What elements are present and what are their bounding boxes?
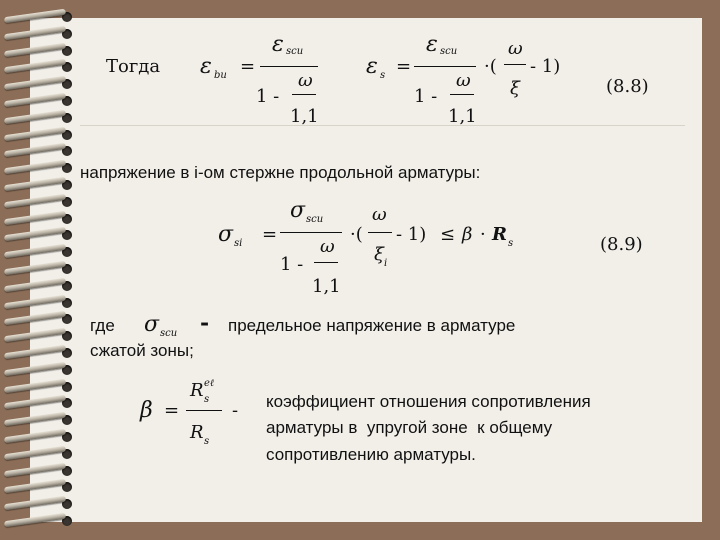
r-s-symbol: R bbox=[492, 224, 507, 245]
beta-desc-line-1: коэффициент отношения сопротивления bbox=[266, 392, 591, 411]
coil-wire bbox=[4, 110, 66, 125]
coil-wire bbox=[4, 210, 66, 225]
minus-one-1: - 1) bbox=[530, 56, 561, 77]
coil-wire bbox=[4, 244, 66, 259]
coil-wire bbox=[4, 177, 66, 192]
sigma-si-symbol: σ bbox=[218, 222, 234, 247]
where-description: предельное напряжение в арматуре bbox=[228, 316, 516, 335]
coil-wire bbox=[4, 194, 66, 209]
then-label: Тогда bbox=[106, 56, 161, 77]
coil-wire bbox=[4, 93, 66, 108]
spiral-coil bbox=[4, 447, 78, 459]
spiral-coil bbox=[4, 380, 78, 392]
epsilon-bu-symbol: ε bbox=[200, 54, 212, 79]
coil-wire bbox=[4, 513, 66, 528]
spiral-coil bbox=[4, 262, 78, 274]
coil-wire bbox=[4, 42, 66, 57]
mult-paren-1: ·( bbox=[484, 56, 497, 77]
one-minus-2: 1 - bbox=[414, 86, 438, 107]
spiral-coil bbox=[4, 178, 78, 190]
sub-s: s bbox=[380, 70, 386, 81]
epsilon-s-symbol: ε bbox=[366, 54, 378, 79]
fraction-bar-1b bbox=[292, 94, 316, 95]
epsilon-scu-num-2: ε bbox=[426, 32, 438, 57]
sub-si: si bbox=[234, 238, 243, 249]
r-s-el-num: R bbox=[190, 380, 204, 401]
spiral-coil bbox=[4, 514, 78, 526]
sub-scu-1: scu bbox=[286, 46, 304, 57]
equals-sign-2: = bbox=[396, 56, 412, 77]
omega-3: ω bbox=[508, 38, 523, 59]
spiral-coil bbox=[4, 111, 78, 123]
spiral-coil bbox=[4, 312, 78, 324]
den-value-2: 1,1 bbox=[448, 106, 477, 127]
coil-wire bbox=[4, 76, 66, 91]
fraction-bar-3 bbox=[280, 232, 342, 233]
spiral-coil bbox=[4, 296, 78, 308]
where-word: где bbox=[90, 316, 115, 335]
leq-sign: ≤ bbox=[440, 224, 456, 245]
sigma-scu-where: σ bbox=[144, 312, 160, 337]
epsilon-scu-num-1: ε bbox=[272, 32, 284, 57]
spiral-coil bbox=[4, 144, 78, 156]
beta-desc-line-2: арматуры в упругой зоне к общему bbox=[266, 418, 553, 437]
spiral-coil bbox=[4, 396, 78, 408]
spiral-coil bbox=[4, 94, 78, 106]
equation-number-88: (8.8) bbox=[606, 76, 649, 97]
coil-wire bbox=[4, 126, 66, 141]
coil-wire bbox=[4, 479, 66, 494]
coil-wire bbox=[4, 496, 66, 511]
one-minus-1: 1 - bbox=[256, 86, 280, 107]
coil-wire bbox=[4, 278, 66, 293]
coil-wire bbox=[4, 429, 66, 444]
omega-5: ω bbox=[372, 204, 387, 225]
fraction-bar-2c bbox=[504, 64, 526, 65]
sub-scu-3: scu bbox=[306, 214, 324, 225]
coil-wire bbox=[4, 9, 66, 24]
fraction-bar-3b bbox=[314, 262, 338, 263]
den-value-1: 1,1 bbox=[290, 106, 319, 127]
sigma-scu-num: σ bbox=[290, 198, 306, 223]
spiral-coil bbox=[4, 480, 78, 492]
where-dash: - bbox=[200, 310, 210, 336]
coil-wire bbox=[4, 311, 66, 326]
omega-4: ω bbox=[320, 236, 335, 257]
sub-scu-where: scu bbox=[160, 328, 178, 339]
spiral-coil bbox=[4, 128, 78, 140]
fraction-bar-4 bbox=[186, 410, 222, 411]
stress-text-line: напряжение в i-ом стержне продольной арматуры: bbox=[80, 163, 481, 182]
spiral-coil bbox=[4, 329, 78, 341]
spiral-coil bbox=[4, 195, 78, 207]
den-value-3: 1,1 bbox=[312, 276, 341, 297]
sub-s-den: s bbox=[204, 436, 210, 447]
spiral-coil bbox=[4, 228, 78, 240]
equals-sign-3: = bbox=[262, 224, 278, 245]
xi-1: ξ bbox=[510, 78, 520, 99]
beta-2: β bbox=[140, 398, 153, 423]
fraction-bar-2 bbox=[414, 66, 476, 67]
spiral-binding bbox=[0, 10, 80, 540]
spiral-coil bbox=[4, 363, 78, 375]
spiral-coil bbox=[4, 413, 78, 425]
beta-dash: - bbox=[232, 400, 239, 421]
coil-wire bbox=[4, 412, 66, 427]
spiral-coil bbox=[4, 77, 78, 89]
minus-one-2: - 1) bbox=[396, 224, 427, 245]
spiral-coil bbox=[4, 464, 78, 476]
spiral-coil bbox=[4, 27, 78, 39]
equation-number-89: (8.9) bbox=[600, 234, 643, 255]
spiral-coil bbox=[4, 10, 78, 22]
coil-wire bbox=[4, 378, 66, 393]
coil-wire bbox=[4, 345, 66, 360]
coil-wire bbox=[4, 362, 66, 377]
xi-i: ξ bbox=[374, 244, 384, 265]
spiral-coil bbox=[4, 430, 78, 442]
coil-wire bbox=[4, 446, 66, 461]
dot-1: · bbox=[480, 224, 486, 245]
coil-wire bbox=[4, 261, 66, 276]
sub-bu: bu bbox=[214, 70, 227, 81]
coil-wire bbox=[4, 143, 66, 158]
separator-line bbox=[80, 125, 685, 126]
spiral-coil bbox=[4, 60, 78, 72]
fraction-bar-3c bbox=[368, 232, 392, 233]
spiral-coil bbox=[4, 279, 78, 291]
omega-2: ω bbox=[456, 70, 471, 91]
one-minus-3: 1 - bbox=[280, 254, 304, 275]
omega-1: ω bbox=[298, 70, 313, 91]
coil-wire bbox=[4, 462, 66, 477]
fraction-bar-1 bbox=[260, 66, 318, 67]
coil-wire bbox=[4, 26, 66, 41]
coil-wire bbox=[4, 227, 66, 242]
coil-wire bbox=[4, 294, 66, 309]
sub-i: i bbox=[384, 258, 388, 269]
coil-wire bbox=[4, 328, 66, 343]
r-s-den: R bbox=[190, 422, 204, 443]
sup-el: eℓ bbox=[204, 378, 215, 389]
equals-sign-1: = bbox=[240, 56, 256, 77]
fraction-bar-2b bbox=[450, 94, 474, 95]
spiral-coil bbox=[4, 346, 78, 358]
sub-s-2: s bbox=[508, 238, 514, 249]
equals-sign-4: = bbox=[164, 400, 180, 421]
where-description-2: сжатой зоны; bbox=[90, 341, 194, 360]
coil-wire bbox=[4, 160, 66, 175]
coil-wire bbox=[4, 395, 66, 410]
mult-paren-2: ·( bbox=[350, 224, 363, 245]
spiral-coil bbox=[4, 212, 78, 224]
beta-desc-line-3: сопротивлению арматуры. bbox=[266, 445, 476, 464]
sub-scu-2: scu bbox=[440, 46, 458, 57]
spiral-coil bbox=[4, 497, 78, 509]
spiral-coil bbox=[4, 245, 78, 257]
coil-wire bbox=[4, 59, 66, 74]
spiral-coil bbox=[4, 44, 78, 56]
beta-1: β bbox=[462, 224, 473, 245]
sub-s-num: s bbox=[204, 394, 210, 405]
spiral-coil bbox=[4, 161, 78, 173]
